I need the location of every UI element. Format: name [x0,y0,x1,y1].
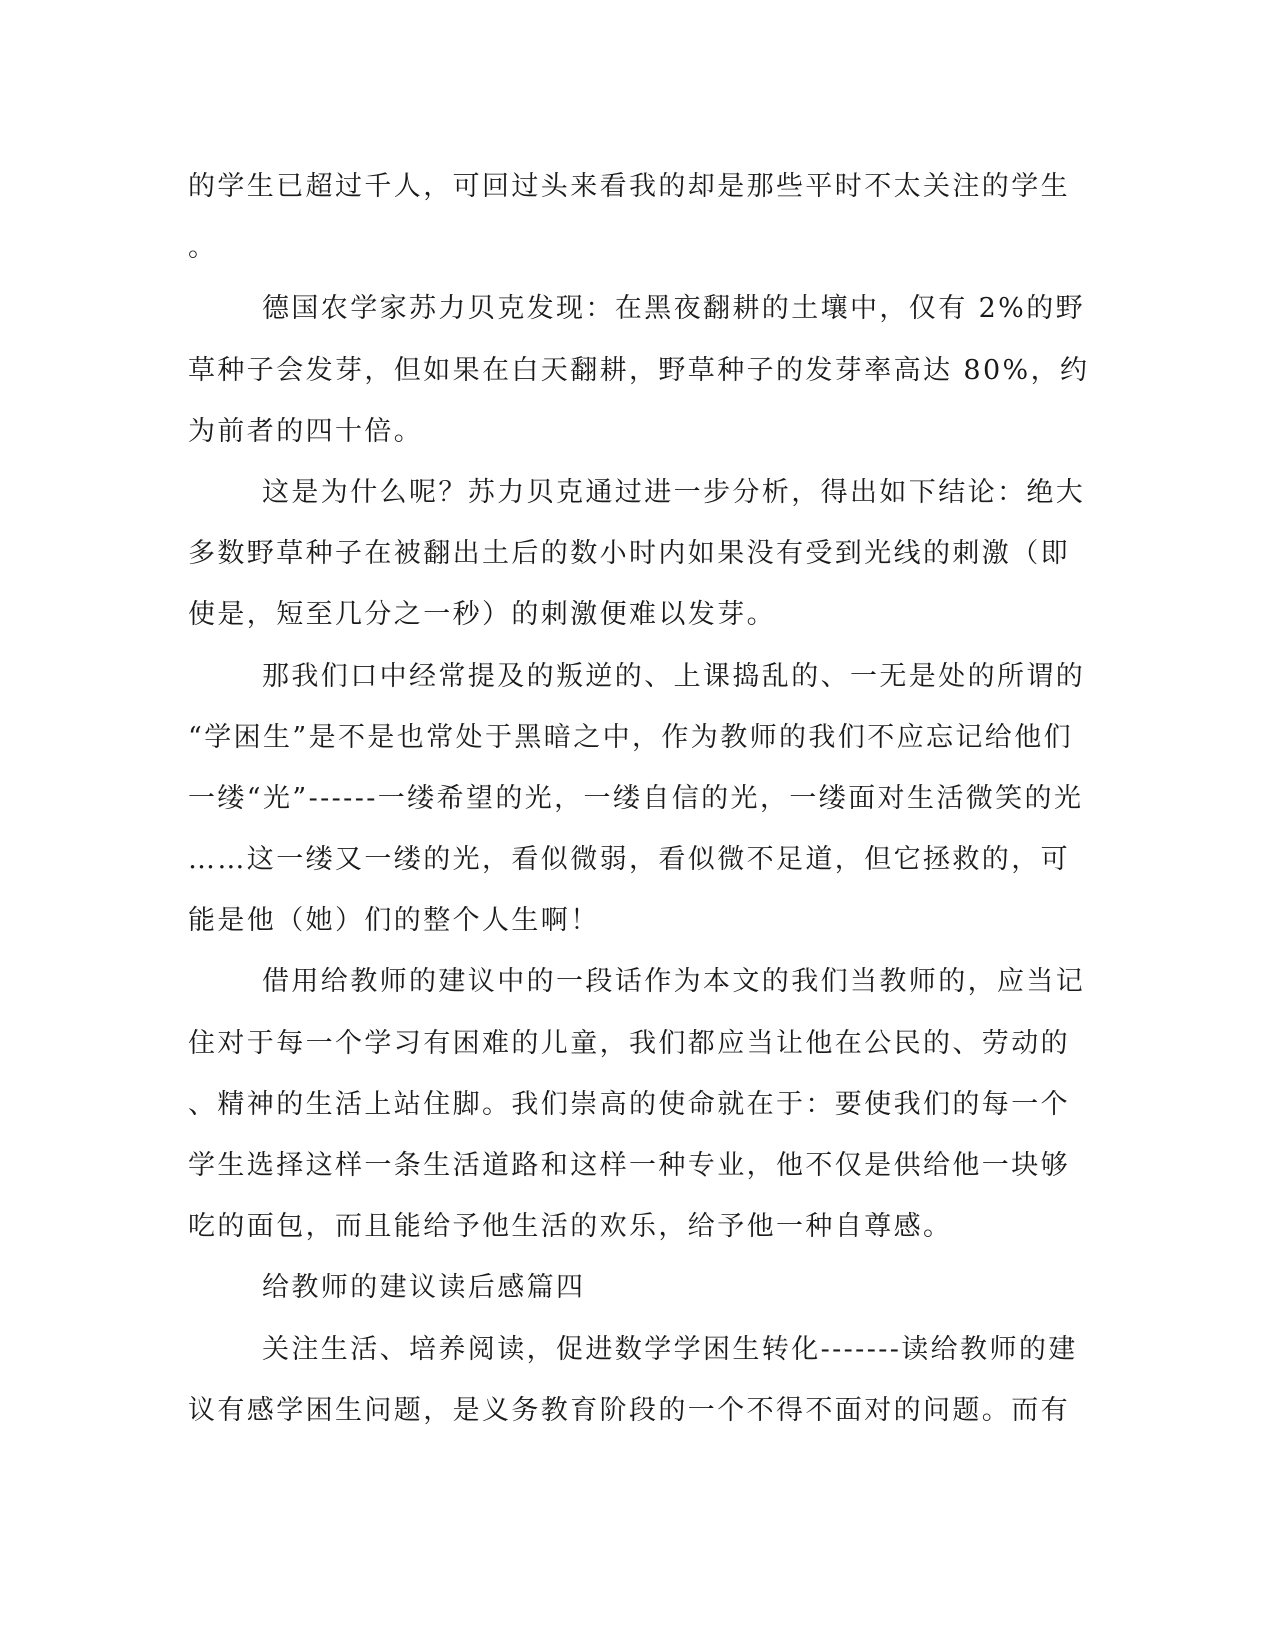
section-heading: 给教师的建议读后感篇四 [262,1272,586,1304]
text-line-2: 。 [188,232,218,264]
text-line-3: 德国农学家苏力贝克发现：在黑夜翻耕的土壤中，仅有 2%的野 [262,293,1086,325]
text-line-9: 那我们口中经常提及的叛逆的、上课捣乱的、一无是处的所谓的 [262,660,1086,692]
text-line-21: 议有感学困生问题，是义务教育阶段的一个不得不面对的问题。而有 [188,1394,1070,1426]
text-line-18: 吃的面包，而且能给予他生活的欢乐，给予他一种自尊感。 [188,1211,953,1243]
text-line-15: 住对于每一个学习有困难的儿童，我们都应当让他在公民的、劳动的 [188,1027,1070,1059]
text-line-16: 、精神的生活上站住脚。我们崇高的使命就在于：要使我们的每一个 [188,1088,1070,1120]
text-line-13: 能是他（她）们的整个人生啊！ [188,905,600,937]
text-line-14: 借用给教师的建议中的一段话作为本文的我们当教师的，应当记 [262,966,1086,998]
text-line-8: 使是，短至几分之一秒）的刺激便难以发芽。 [188,599,776,631]
text-line-11: 一缕“光”------一缕希望的光，一缕自信的光，一缕面对生活微笑的光 [188,782,1084,814]
text-line-7: 多数野草种子在被翻出土后的数小时内如果没有受到光线的刺激（即 [188,538,1070,570]
body-text [188,156,1090,1441]
text-line-12: ……这一缕又一缕的光，看似微弱，看似微不足道，但它拯救的，可 [188,844,1070,876]
text-line-5: 为前者的四十倍。 [188,415,424,447]
text-line-1: 的学生已超过千人，可回过头来看我的却是那些平时不太关注的学生 [188,171,1070,202]
text-line-20: 关注生活、培养阅读，促进数学学困生转化-------读给教师的建 [262,1333,1078,1365]
text-line-17: 学生选择这样一条生活道路和这样一种专业，他不仅是供给他一块够 [188,1150,1070,1181]
text-line-6: 这是为什么呢？苏力贝克通过进一步分析，得出如下结论：绝大 [262,476,1086,508]
text-line-10: “学困生”是不是也常处于黑暗之中，作为教师的我们不应忘记给他们 [188,721,1074,753]
text-line-4: 草种子会发芽，但如果在白天翻耕，野草种子的发芽率高达 80%，约 [188,354,1090,386]
